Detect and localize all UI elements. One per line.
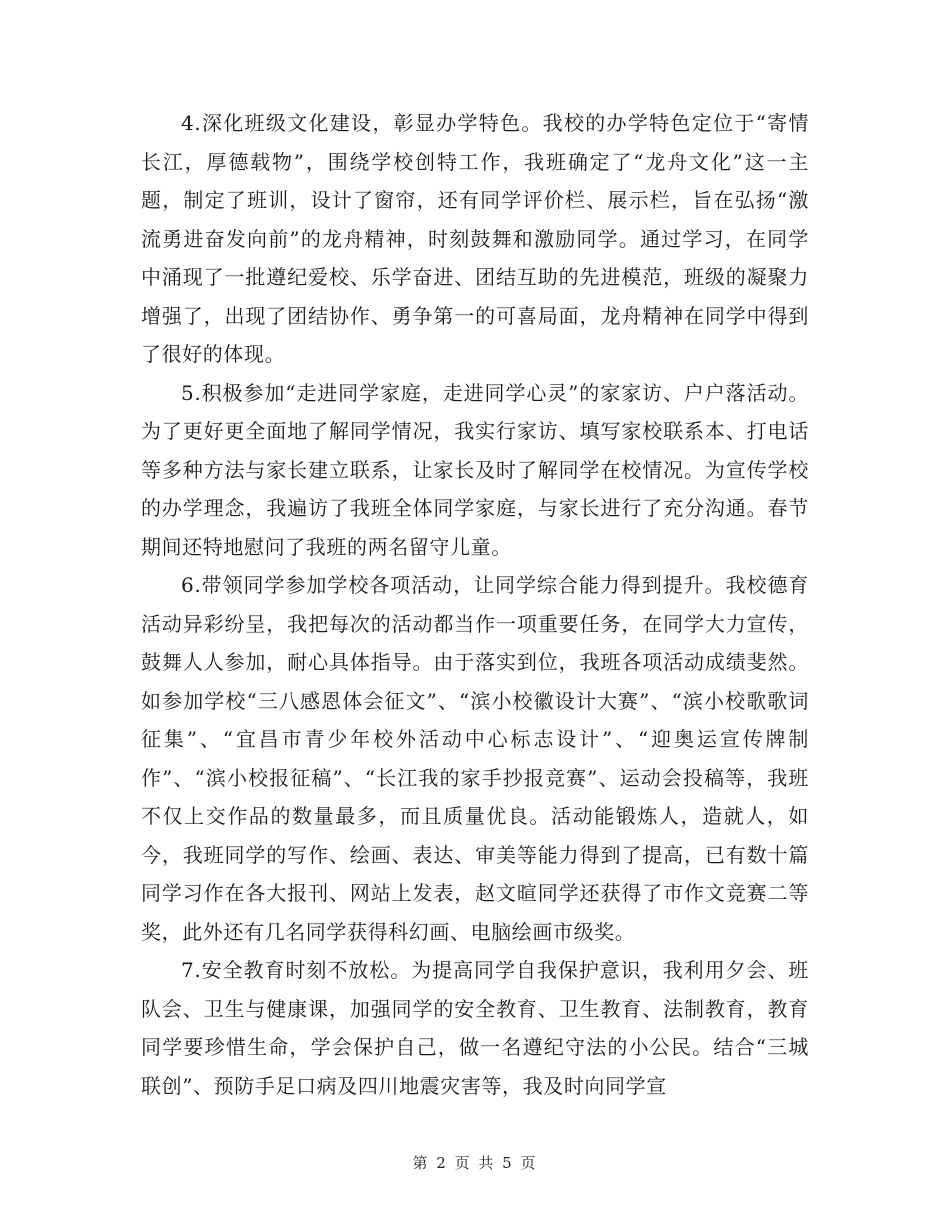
page-number-footer: 第 2 页 共 5 页 (412, 1154, 538, 1172)
paragraph-item-7: 7.安全教育时刻不放松。为提高同学自我保护意识，我利用夕会、班队会、卫生与健康课，加强同学的安全教育、卫生教育、法制教育，教育同学要珍惜生命，学会保护自己，做一名遵纪守法的小公民。结合“三城联创”、预防手足口病及四川地震灾害等，我及时向同学宣 (141, 958, 809, 1098)
paragraph-item-5: 5.积极参加“走进同学家庭，走进同学心灵”的家家访、户户落活动。为了更好更全面地了解同学情况，我实行家访、填写家校联系本、打电话等多种方法与家长建立联系，让家长及时了解同学在校情况。为宣传学校的办学理念，我遍访了我班全体同学家庭，与家长进行了充分沟通。春节期间还特地慰问了我班的两名留守儿童。 (141, 380, 809, 559)
paragraph-item-4: 4.深化班级文化建设，彰显办学特色。我校的办学特色定位于“寄情长江，厚德载物”，围绕学校创特工作，我班确定了“龙舟文化”这一主题，制定了班训，设计了窗帘，还有同学评价栏、展示栏，旨在弘扬“激流勇进奋发向前”的龙舟精神，时刻鼓舞和激励同学。通过学习，在同学中涌现了一批遵纪爱校、乐学奋进、团结互助的先进模范，班级的凝聚力增强了，出现了团结协作、勇争第一的可喜局面，龙舟精神在同学中得到了很好的体现。 (141, 111, 809, 366)
document-body (141, 104, 809, 1105)
paragraph-item-6: 6.带领同学参加学校各项活动，让同学综合能力得到提升。我校德育活动异彩纷呈，我把每次的活动都当作一项重要任务，在同学大力宣传，鼓舞人人参加，耐心具体指导。由于落实到位，我班各项活动成绩斐然。如参加学校“三八感恩体会征文”、“滨小校徽设计大赛”、“滨小校歌歌词征集”、“宜昌市青少年校外活动中心标志设计”、“迎奥运宣传牌制作”、“滨小校报征稿”、“长江我的家手抄报竞赛”、运动会投稿等，我班不仅上交作品的数量最多，而且质量优良。活动能锻炼人，造就人，如今，我班同学的写作、绘画、表达、审美等能力得到了提高，已有数十篇同学习作在各大报刊、网站上发表，赵文暄同学还获得了市作文竞赛二等奖，此外还有几名同学获得科幻画、电脑绘画市级奖。 (141, 573, 809, 944)
